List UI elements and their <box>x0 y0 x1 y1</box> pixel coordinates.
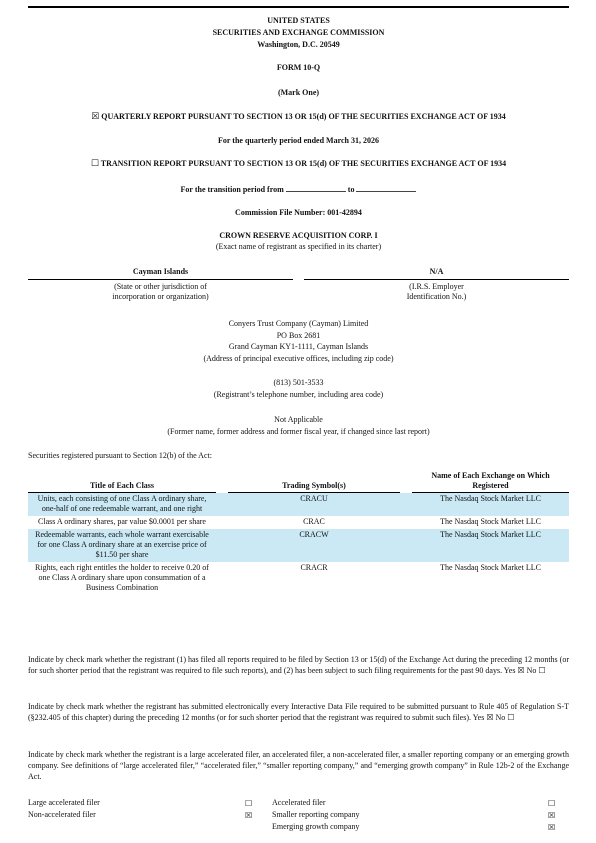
header-title-of-class: Title of Each Class <box>28 470 216 493</box>
address-caption: (Address of principal executive offices, including zip code) <box>203 354 394 363</box>
transition-report-line <box>28 158 569 169</box>
security-symbol: CRACU <box>228 493 400 517</box>
transition-from-blank <box>286 183 346 192</box>
large-accelerated-label: Large accelerated filer <box>28 798 100 807</box>
table-row <box>28 529 569 562</box>
securities-intro: Securities registered pursuant to Section 12(b) of the Act: <box>28 451 212 460</box>
accelerated-label: Accelerated filer <box>272 798 326 807</box>
agency-line1: UNITED STATES <box>267 16 330 25</box>
transition-to-blank <box>356 183 416 192</box>
phone-number: (813) 501-3533 <box>273 378 324 387</box>
address-line-1: Conyers Trust Company (Cayman) Limited <box>228 319 369 328</box>
ein-caption-2: Identification No.) <box>406 292 467 301</box>
interactive-data-paragraph: Indicate by check mark whether the registrant has submitted electronically every Interactive Data File required to be submitted pursuant to Rule 405 of Regulation S-T (§232.405 of this chapter) during the preceding 12 months (or for such shorter period that the registrant was required to submit such files). Yes ☒ No ☐ <box>28 702 569 722</box>
security-exchange: The Nasdaq Stock Market LLC <box>412 529 569 562</box>
smaller-reporting-label: Smaller reporting company <box>272 810 360 819</box>
accelerated-checkbox: ☐ <box>548 799 556 808</box>
transition-to-label: to <box>347 185 355 194</box>
quarterly-period: For the quarterly period ended March 31, 2026 <box>217 136 380 145</box>
emerging-growth-label: Emerging growth company <box>272 822 360 831</box>
transition-period <box>28 183 569 195</box>
security-title: Class A ordinary shares, par value $0.0001 per share <box>38 517 206 526</box>
security-exchange: The Nasdaq Stock Market LLC <box>412 493 569 517</box>
agency-line3: Washington, D.C. 20549 <box>257 40 340 49</box>
table-row <box>28 562 569 595</box>
quarterly-checkbox: ☒ <box>91 112 100 122</box>
filer-status-paragraph: Indicate by check mark whether the registrant is a large accelerated filer, an accelerated filer, a non-accelerated filer, a smaller reporting company or an emerging growth company. See definitions of “large accelerated filer,” “accelerated filer,” “smaller reporting company,” and “emerging growth company” in Rule 12b-2 of the Exchange Act. <box>28 750 569 781</box>
ein-value: N/A <box>429 267 444 276</box>
commission-file-number: Commission File Number: 001-42894 <box>235 208 362 217</box>
security-title: Units, each consisting of one Class A ordinary share, one-half of one redeemable warrant, and one right <box>28 493 216 517</box>
former-name: Not Applicable <box>274 415 323 424</box>
security-title: Rights, each right entitles the holder to receive 0.20 of one Class A ordinary share upon consummation of a Business Combination <box>35 563 209 592</box>
quarterly-report-line <box>28 111 569 122</box>
security-title: Redeemable warrants, each whole warrant exercisable for one Class A ordinary share at an exercise price of $11.50 per share <box>28 529 216 562</box>
jurisdiction-rule <box>28 279 293 280</box>
jurisdiction-value: Cayman Islands <box>132 267 189 276</box>
security-exchange: The Nasdaq Stock Market LLC <box>440 517 541 526</box>
smaller-reporting-checkbox: ☒ <box>548 811 556 820</box>
phone-caption: (Registrant’s telephone number, including area code) <box>213 390 384 399</box>
ein-caption-1: (I.R.S. Employer <box>409 282 464 291</box>
security-exchange: The Nasdaq Stock Market LLC <box>440 563 541 572</box>
quarterly-report-text: QUARTERLY REPORT PURSUANT TO SECTION 13 OR 15(d) OF THE SECURITIES EXCHANGE ACT OF 1934 <box>101 112 506 121</box>
header-exchange: Name of Each Exchange on Which Registered <box>412 470 569 493</box>
security-symbol: CRACR <box>300 563 328 572</box>
transition-checkbox: ☐ <box>90 159 99 169</box>
ein-rule <box>304 279 569 280</box>
registrant-name: CROWN RESERVE ACQUISITION CORP. I <box>219 231 378 240</box>
security-symbol: CRACW <box>228 529 400 562</box>
address-line-2: PO Box 2681 <box>276 331 321 340</box>
filed-reports-paragraph: Indicate by check mark whether the registrant (1) has filed all reports required to be filed by Section 13 or 15(d) of the Exchange Act during the preceding 12 months (or for such shorter period that the registrant was required to file such reports), and (2) has been subject to such filing requirements for the past 90 days. Yes ☒ No ☐ <box>28 655 569 675</box>
emerging-growth-checkbox: ☒ <box>548 823 556 832</box>
address-line-3: Grand Cayman KY1-1111, Cayman Islands <box>228 342 369 351</box>
form-type: FORM 10-Q <box>276 63 321 72</box>
jurisdiction-caption-1: (State or other jurisdiction of <box>114 282 207 291</box>
table-row <box>28 493 569 517</box>
transition-report-text: TRANSITION REPORT PURSUANT TO SECTION 13 OR 15(d) OF THE SECURITIES EXCHANGE ACT OF 1934 <box>100 159 507 168</box>
top-rule <box>28 6 569 8</box>
former-name-caption: (Former name, former address and former fiscal year, if changed since last report) <box>167 427 430 436</box>
large-accelerated-checkbox: ☐ <box>245 799 253 808</box>
securities-header-row <box>28 470 569 493</box>
table-row <box>28 516 569 529</box>
securities-table <box>28 470 569 595</box>
non-accelerated-label: Non-accelerated filer <box>28 810 96 819</box>
transition-from-label: For the transition period from <box>180 185 284 194</box>
non-accelerated-checkbox: ☒ <box>245 811 253 820</box>
mark-one: (Mark One) <box>277 88 320 97</box>
header-trading-symbol: Trading Symbol(s) <box>228 470 400 493</box>
agency-line2: SECURITIES AND EXCHANGE COMMISSION <box>212 28 385 37</box>
registrant-name-caption: (Exact name of registrant as specified in its charter) <box>215 242 382 251</box>
security-symbol: CRAC <box>303 517 325 526</box>
jurisdiction-caption-2: incorporation or organization) <box>112 292 209 301</box>
